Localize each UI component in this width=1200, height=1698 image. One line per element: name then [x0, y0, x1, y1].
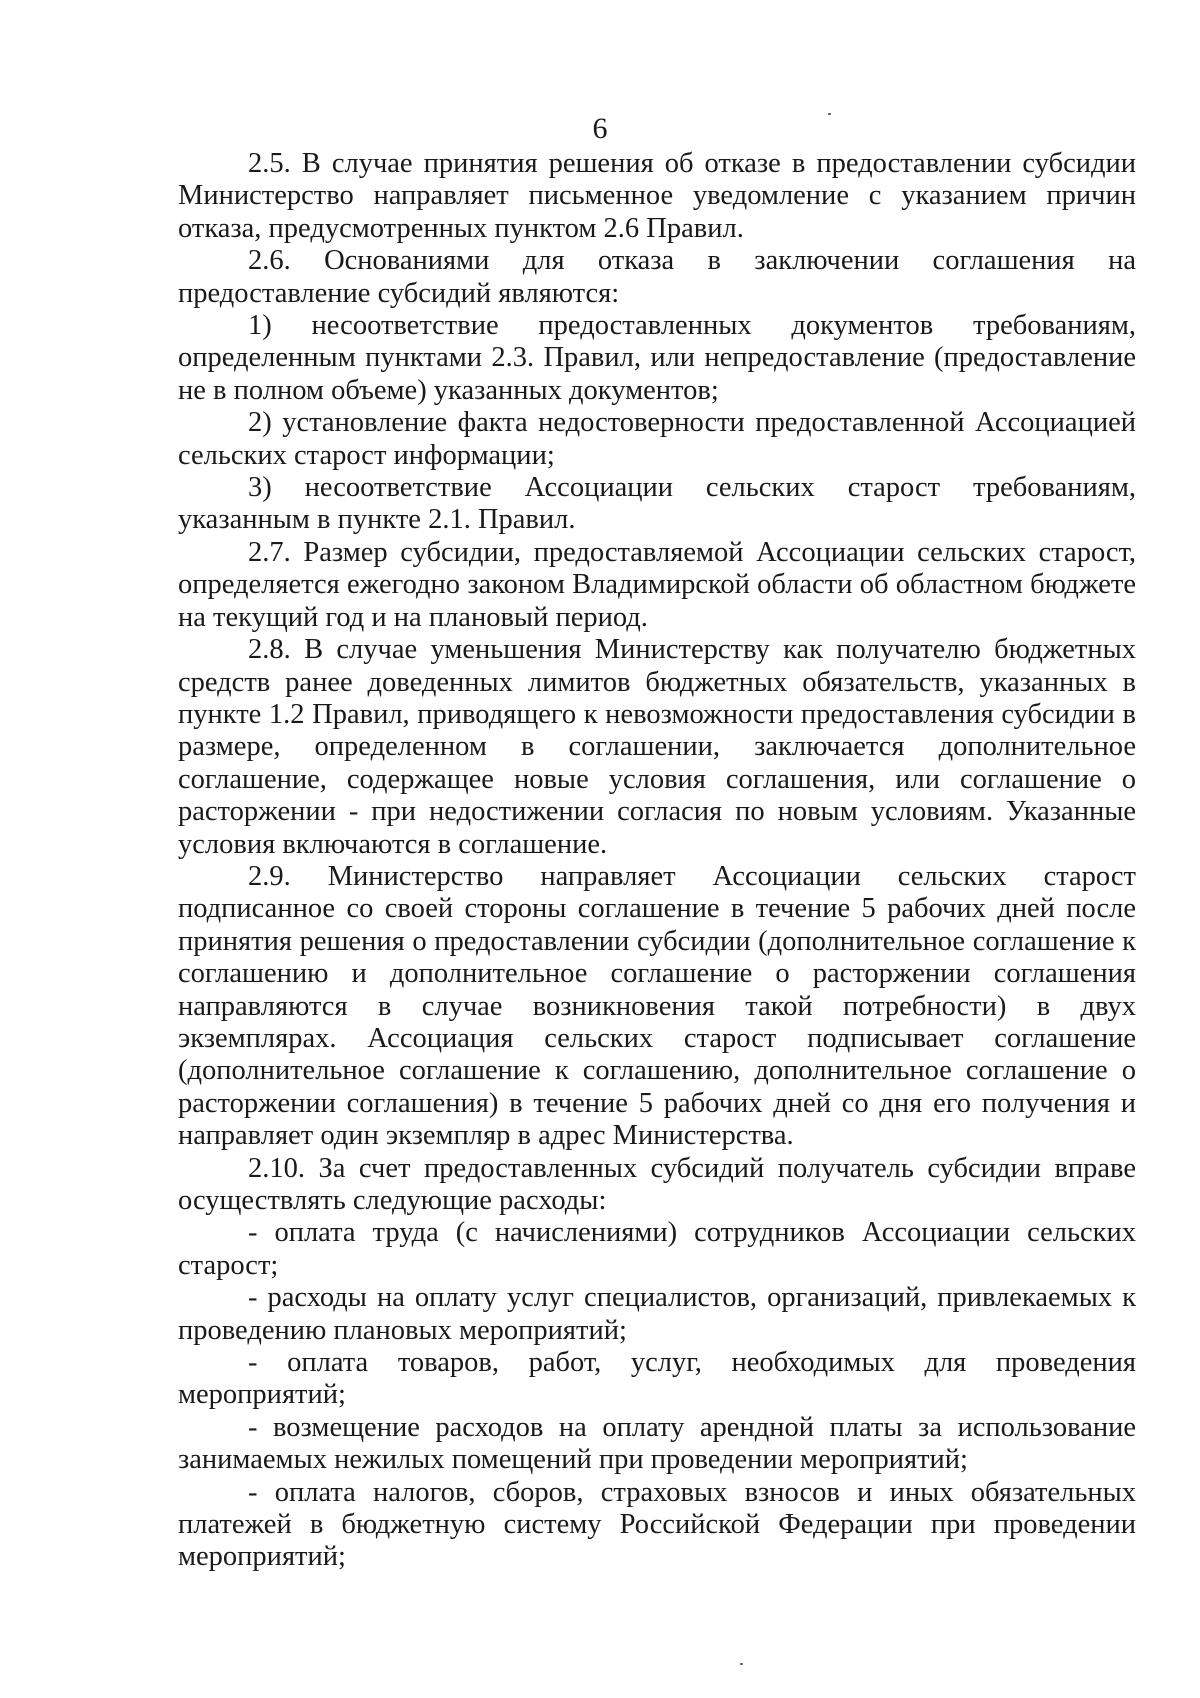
paragraph-2-7: 2.7. Размер субсидии, предоставляемой Ассоциации сельских старост, определяется ежегодно законом Владимирской области об областном бюджете на текущий год и на плановый период. [178, 536, 1136, 633]
expense-item-rent: - возмещение расходов на оплату арендной платы за использование занимаемых нежилых помещений при проведении мероприятий; [178, 1411, 1136, 1476]
page-number: 6 [592, 112, 608, 145]
paragraph-2-10: 2.10. За счет предоставленных субсидий получатель субсидии вправе осуществлять следующие расходы: [178, 1152, 1136, 1216]
list-item-2-6-1: 1) несоответствие предоставленных документов требованиям, определенным пунктами 2.3. Правил, или непредоставление (предоставление не в полном объеме) указанных документов; [178, 310, 1136, 406]
list-item-2-6-2: 2) установление факта недостоверности предоставленной Ассоциацией сельских старост информации; [178, 407, 1136, 471]
expense-item-salary: - оплата труда (с начислениями) сотрудников Ассоциации сельских старост; [178, 1217, 1136, 1281]
list-item-2-6-3: 3) несоответствие Ассоциации сельских старост требованиям, указанным в пункте 2.1. Правил. [178, 472, 1136, 536]
paragraph-2-9: 2.9. Министерство направляет Ассоциации сельских старост подписанное со своей стороны соглашение в течение 5 рабочих дней после принятия решения о предоставлении субсидии (дополнительное соглашение к соглашению и дополнительное соглашение о расторжении соглашения направляются в случае возникновения такой потребности) в двух экземплярах. Ассоциация сельских старост подписывает соглашение (дополнительное соглашение к соглашению, дополнительное соглашение о расторжении соглашения) в течение 5 рабочих дней со дня его получения и направляет один экземпляр в адрес Министерства. [178, 860, 1136, 1152]
expense-item-goods: - оплата товаров, работ, услуг, необходимых для проведения мероприятий; [178, 1347, 1136, 1411]
paragraph-2-5: 2.5. В случае принятия решения об отказе в предоставлении субсидии Министерство направляет письменное уведомление с указанием причин отказа, предусмотренных пунктом 2.6 Правил. [178, 148, 1136, 244]
document-body [178, 148, 1136, 1574]
expense-item-taxes: - оплата налогов, сборов, страховых взносов и иных обязательных платежей в бюджетную систему Российской Федерации при проведении мероприятий; [178, 1476, 1136, 1573]
paragraph-2-6: 2.6. Основаниями для отказа в заключении соглашения на предоставление субсидий являются: [178, 245, 1136, 309]
paragraph-2-8: 2.8. В случае уменьшения Министерству как получателю бюджетных средств ранее доведенных лимитов бюджетных обязательств, указанных в пункте 1.2 Правил, приводящего к невозможности предоставления субсидии в размере, определенном в соглашении, заключается дополнительное соглашение, содержащее новые условия соглашения, или соглашение о расторжении - при недостижении согласия по новым условиям. Указанные условия включаются в соглашение. [178, 634, 1136, 860]
expense-item-specialists: - расходы на оплату услуг специалистов, организаций, привлекаемых к проведению плановых мероприятий; [178, 1282, 1136, 1346]
scan-speck [740, 1663, 743, 1665]
scan-speck [828, 113, 831, 115]
